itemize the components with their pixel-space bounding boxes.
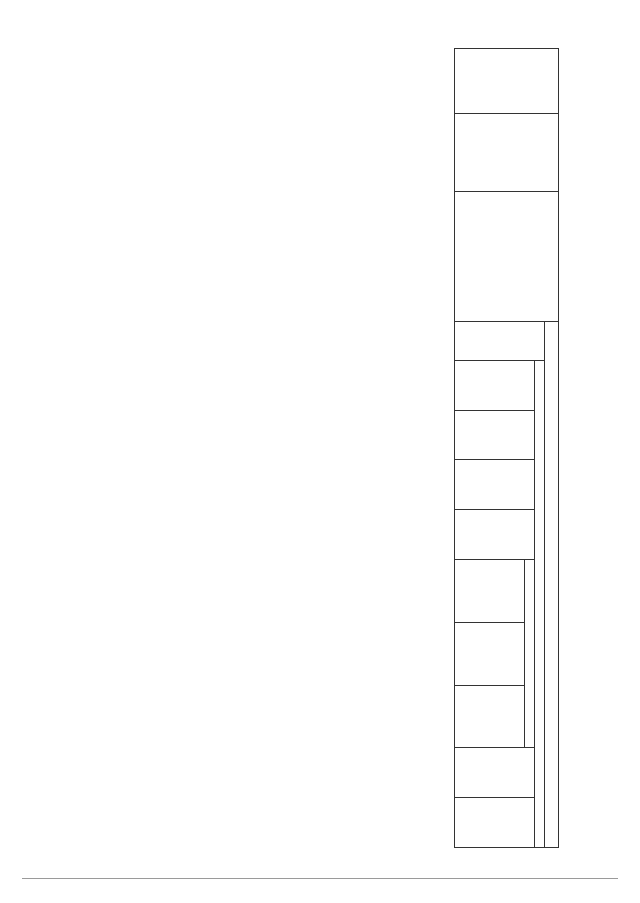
header-2017	[455, 510, 535, 560]
header-2020	[455, 798, 535, 848]
bottom-rule	[22, 878, 618, 879]
header-2019	[455, 748, 535, 798]
header-2014	[455, 360, 535, 410]
header-2015	[455, 410, 535, 460]
budget-table-rotated	[99, 48, 559, 848]
header-2018	[525, 559, 535, 747]
header-expenses	[545, 321, 559, 847]
header-regional	[455, 685, 525, 748]
header-program-name	[455, 113, 559, 191]
header-executor	[455, 191, 559, 321]
budget-table	[455, 48, 560, 848]
header-2018-total	[455, 559, 525, 622]
header-federal	[455, 622, 525, 685]
header-2016	[455, 460, 535, 510]
header-incl-years	[535, 360, 545, 847]
header-status	[455, 49, 559, 114]
header-total	[455, 321, 545, 360]
